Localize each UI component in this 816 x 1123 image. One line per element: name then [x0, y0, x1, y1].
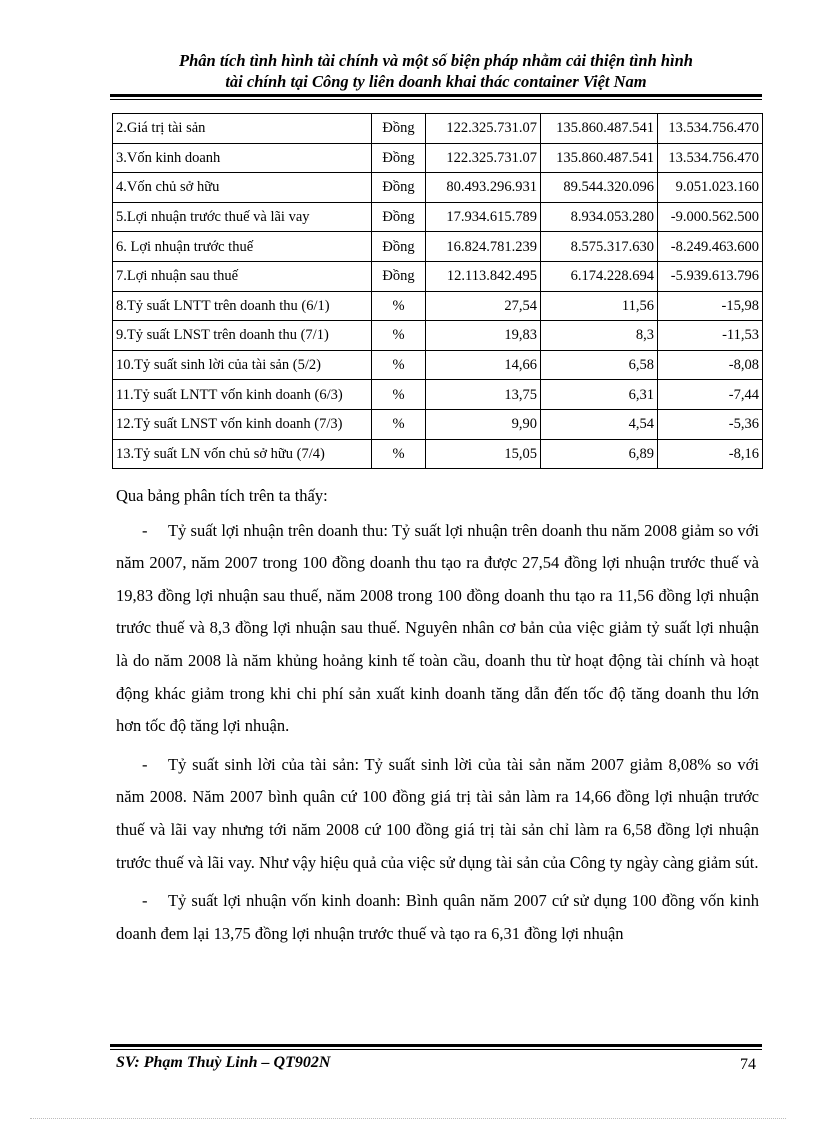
indicator-cell: 11.Tỷ suất LNTT vốn kinh doanh (6/3) — [113, 380, 372, 410]
indicator-cell: 13.Tỷ suất LN vốn chủ sở hữu (7/4) — [113, 439, 372, 469]
value-2008-cell: 89.544.320.096 — [541, 173, 658, 203]
header-title-line-2: tài chính tại Công ty liên doanh khai thác container Việt Nam — [225, 72, 647, 91]
value-2008-cell: 6,89 — [541, 439, 658, 469]
footer-rule-thin — [110, 1049, 762, 1050]
table-row — [113, 143, 763, 173]
paragraph-return-on-assets — [116, 749, 759, 879]
table-row — [113, 173, 763, 203]
value-2007-cell: 19,83 — [426, 321, 541, 351]
indicator-cell: 2.Giá trị tài sản — [113, 114, 372, 144]
value-2007-cell: 12.113.842.495 — [426, 261, 541, 291]
page-footer — [116, 1054, 760, 1072]
value-2007-cell: 27,54 — [426, 291, 541, 321]
unit-cell: % — [372, 291, 426, 321]
table-row — [113, 291, 763, 321]
unit-cell: Đồng — [372, 173, 426, 203]
value-2008-cell: 4,54 — [541, 409, 658, 439]
footer-rule-thick — [110, 1044, 762, 1047]
paragraph-return-on-capital — [116, 885, 759, 950]
table-body — [113, 114, 763, 469]
indicator-cell: 3.Vốn kinh doanh — [113, 143, 372, 173]
difference-cell: -5.939.613.796 — [658, 261, 763, 291]
value-2007-cell: 15,05 — [426, 439, 541, 469]
difference-cell: -11,53 — [658, 321, 763, 351]
paragraph-text: Tỷ suất lợi nhuận vốn kinh doanh: Bình quân năm 2007 cứ sử dụng 100 đồng vốn kinh doanh đem lại 13,75 đồng lợi nhuận trước thuế và tạo ra 6,31 đồng lợi nhuận — [116, 891, 759, 943]
value-2008-cell: 11,56 — [541, 291, 658, 321]
bullet-dash: - — [142, 520, 148, 540]
indicator-cell: 6. Lợi nhuận trước thuế — [113, 232, 372, 262]
page-header — [108, 50, 764, 92]
bullet-dash: - — [142, 891, 148, 911]
value-2008-cell: 8.934.053.280 — [541, 202, 658, 232]
table-row — [113, 261, 763, 291]
difference-cell: -8,16 — [658, 439, 763, 469]
unit-cell: % — [372, 350, 426, 380]
unit-cell: Đồng — [372, 114, 426, 144]
value-2007-cell: 122.325.731.07 — [426, 114, 541, 144]
student-name: SV: Phạm Thuỳ Linh – QT902N — [116, 1054, 331, 1071]
difference-cell: -5,36 — [658, 409, 763, 439]
unit-cell: Đồng — [372, 143, 426, 173]
value-2007-cell: 122.325.731.07 — [426, 143, 541, 173]
indicator-cell: 12.Tỷ suất LNST vốn kinh doanh (7/3) — [113, 409, 372, 439]
page-number: 74 — [740, 1056, 756, 1073]
value-2008-cell: 135.860.487.541 — [541, 143, 658, 173]
difference-cell: 13.534.756.470 — [658, 143, 763, 173]
value-2008-cell: 135.860.487.541 — [541, 114, 658, 144]
difference-cell: -7,44 — [658, 380, 763, 410]
analysis-intro: Qua bảng phân tích trên ta thấy: — [116, 486, 328, 505]
financial-ratio-table — [112, 113, 763, 469]
table-row — [113, 232, 763, 262]
table-row — [113, 350, 763, 380]
difference-cell: -8.249.463.600 — [658, 232, 763, 262]
bullet-dash: - — [142, 754, 148, 774]
table-row — [113, 114, 763, 144]
unit-cell: % — [372, 409, 426, 439]
analysis-text — [116, 480, 759, 950]
value-2007-cell: 80.493.296.931 — [426, 173, 541, 203]
indicator-cell: 10.Tỷ suất sinh lời của tài sản (5/2) — [113, 350, 372, 380]
indicator-cell: 5.Lợi nhuận trước thuế và lãi vay — [113, 202, 372, 232]
table-row — [113, 202, 763, 232]
unit-cell: % — [372, 380, 426, 410]
table-row — [113, 409, 763, 439]
page-bottom-dotted-line — [30, 1118, 786, 1119]
header-title-line-1: Phân tích tình hình tài chính và một số biện pháp nhằm cải thiện tình hình — [179, 51, 693, 70]
header-rule-thick — [110, 94, 762, 97]
value-2007-cell: 14,66 — [426, 350, 541, 380]
value-2008-cell: 6.174.228.694 — [541, 261, 658, 291]
value-2008-cell: 8,3 — [541, 321, 658, 351]
difference-cell: 9.051.023.160 — [658, 173, 763, 203]
value-2007-cell: 13,75 — [426, 380, 541, 410]
difference-cell: -8,08 — [658, 350, 763, 380]
table-row — [113, 380, 763, 410]
unit-cell: % — [372, 439, 426, 469]
table-row — [113, 321, 763, 351]
table-row — [113, 439, 763, 469]
paragraph-text: Tỷ suất sinh lời của tài sản: Tỷ suất sinh lời của tài sản năm 2007 giảm 8,08% so với năm 2008. Năm 2007 bình quân cứ 100 đồng giá trị tài sản làm ra 14,66 đồng lợi nhuận trước thuế và lãi vay nhưng tới năm 2008 cứ 100 đồng giá trị tài sản chỉ làm ra 6,58 đồng lợi nhuận trước thuế và lãi vay. Như vậy hiệu quả của việc sử dụng tài sản của Công ty ngày càng giảm sút. — [116, 754, 759, 872]
value-2008-cell: 8.575.317.630 — [541, 232, 658, 262]
indicator-cell: 9.Tỷ suất LNST trên doanh thu (7/1) — [113, 321, 372, 351]
value-2008-cell: 6,58 — [541, 350, 658, 380]
indicator-cell: 8.Tỷ suất LNTT trên doanh thu (6/1) — [113, 291, 372, 321]
unit-cell: Đồng — [372, 261, 426, 291]
value-2008-cell: 6,31 — [541, 380, 658, 410]
difference-cell: 13.534.756.470 — [658, 114, 763, 144]
indicator-cell: 7.Lợi nhuận sau thuế — [113, 261, 372, 291]
difference-cell: -9.000.562.500 — [658, 202, 763, 232]
header-rule-thin — [110, 99, 762, 100]
paragraph-profit-on-revenue — [116, 515, 759, 743]
unit-cell: % — [372, 321, 426, 351]
value-2007-cell: 9,90 — [426, 409, 541, 439]
value-2007-cell: 17.934.615.789 — [426, 202, 541, 232]
unit-cell: Đồng — [372, 202, 426, 232]
paragraph-text: Tỷ suất lợi nhuận trên doanh thu: Tỷ suất lợi nhuận trên doanh thu năm 2008 giảm so với năm 2007, năm 2007 trong 100 đồng doanh thu tạo ra được 27,54 đồng lợi nhuận trước thuế và 19,83 đồng lợi nhuận sau thuế, năm 2008 trong 100 đồng doanh thu tạo ra 11,56 đồng lợi nhuận trước thuế và 8,3 đồng lợi nhuận sau thuế. Nguyên nhân cơ bản của việc giảm tỷ suất lợi nhuận là do năm 2008 là năm khủng hoảng kinh tế toàn cầu, doanh thu từ hoạt động tài chính và hoạt động khác giảm trong khi chi phí sản xuất kinh doanh tăng dẫn đến tốc độ tăng doanh thu lớn hơn tốc độ tăng lợi nhuận. — [116, 520, 759, 736]
indicator-cell: 4.Vốn chủ sở hữu — [113, 173, 372, 203]
unit-cell: Đồng — [372, 232, 426, 262]
difference-cell: -15,98 — [658, 291, 763, 321]
value-2007-cell: 16.824.781.239 — [426, 232, 541, 262]
